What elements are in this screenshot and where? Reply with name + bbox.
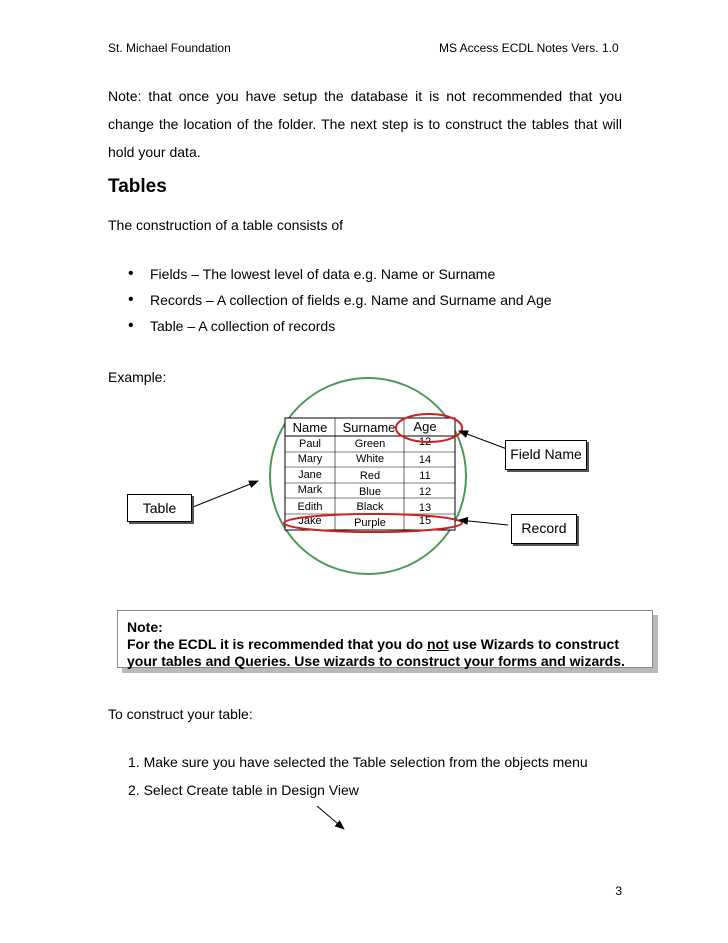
example-label: Example: — [108, 369, 167, 385]
field-name-arrow — [459, 431, 507, 449]
field-name-callout: Field Name — [505, 440, 587, 470]
note-line-1: For the ECDL it is recommended that you do not use Wizards to construct — [127, 636, 620, 652]
record-callout: Record — [511, 514, 577, 544]
table-cell: Black — [356, 501, 384, 513]
section-heading: Tables — [108, 176, 167, 197]
table-cell: 12 — [418, 486, 432, 498]
table-cell: Jane — [298, 469, 322, 481]
design-view-arrow — [317, 806, 344, 829]
list-item: • Table – A collection of records — [128, 315, 552, 341]
list-item: • Fields – The lowest level of data e.g. Name or Surname — [128, 263, 552, 289]
construct-line: To construct your table: — [108, 706, 253, 722]
construction-line: The construction of a table consists of — [108, 217, 344, 233]
table-cell: 13 — [418, 502, 432, 514]
table-cell: Edith — [297, 501, 323, 513]
table-cell: Green — [354, 438, 386, 450]
list-item: 1. Make sure you have selected the Table selection from the objects menu — [128, 754, 588, 770]
list-item: • Records – A collection of fields e.g. Name and Surname and Age — [128, 289, 552, 315]
record-arrow — [459, 520, 508, 525]
note-line-2: your tables and Queries. Use wizards to construct your forms and wizards. — [127, 653, 625, 669]
header-cell-surname: Surname — [342, 420, 396, 435]
table-cell: Mary — [297, 453, 323, 465]
table-cell: Paul — [298, 438, 322, 450]
table-cell: Purple — [354, 517, 386, 529]
table-cell: White — [355, 453, 385, 465]
table-callout: Table — [127, 494, 192, 522]
page-number: 3 — [615, 884, 622, 898]
table-cell: 14 — [418, 454, 432, 466]
intro-paragraph: Note: that once you have setup the database it is not recommended that you change the location of the folder. The next step is to construct the tables that will hold your data. — [108, 88, 622, 160]
table-arrow — [193, 481, 258, 507]
step-list — [128, 750, 588, 806]
table-cell: 11 — [419, 470, 431, 482]
header-cell-name: Name — [292, 420, 328, 435]
table-cell: Mark — [297, 484, 323, 496]
list-item: 2. Select Create table in Design View — [128, 782, 359, 798]
note-title: Note: — [127, 619, 163, 635]
table-cell: Blue — [358, 486, 382, 498]
header-right: MS Access ECDL Notes Vers. 1.0 — [439, 41, 619, 55]
wizard-note — [117, 610, 653, 668]
table-cell: 12 — [418, 436, 432, 448]
header-left: St. Michael Foundation — [108, 41, 231, 55]
header-cell-age: Age — [413, 419, 437, 434]
table-cell: Jake — [298, 515, 322, 527]
table-cell: 15 — [418, 515, 432, 527]
table-cell: Red — [359, 470, 381, 482]
